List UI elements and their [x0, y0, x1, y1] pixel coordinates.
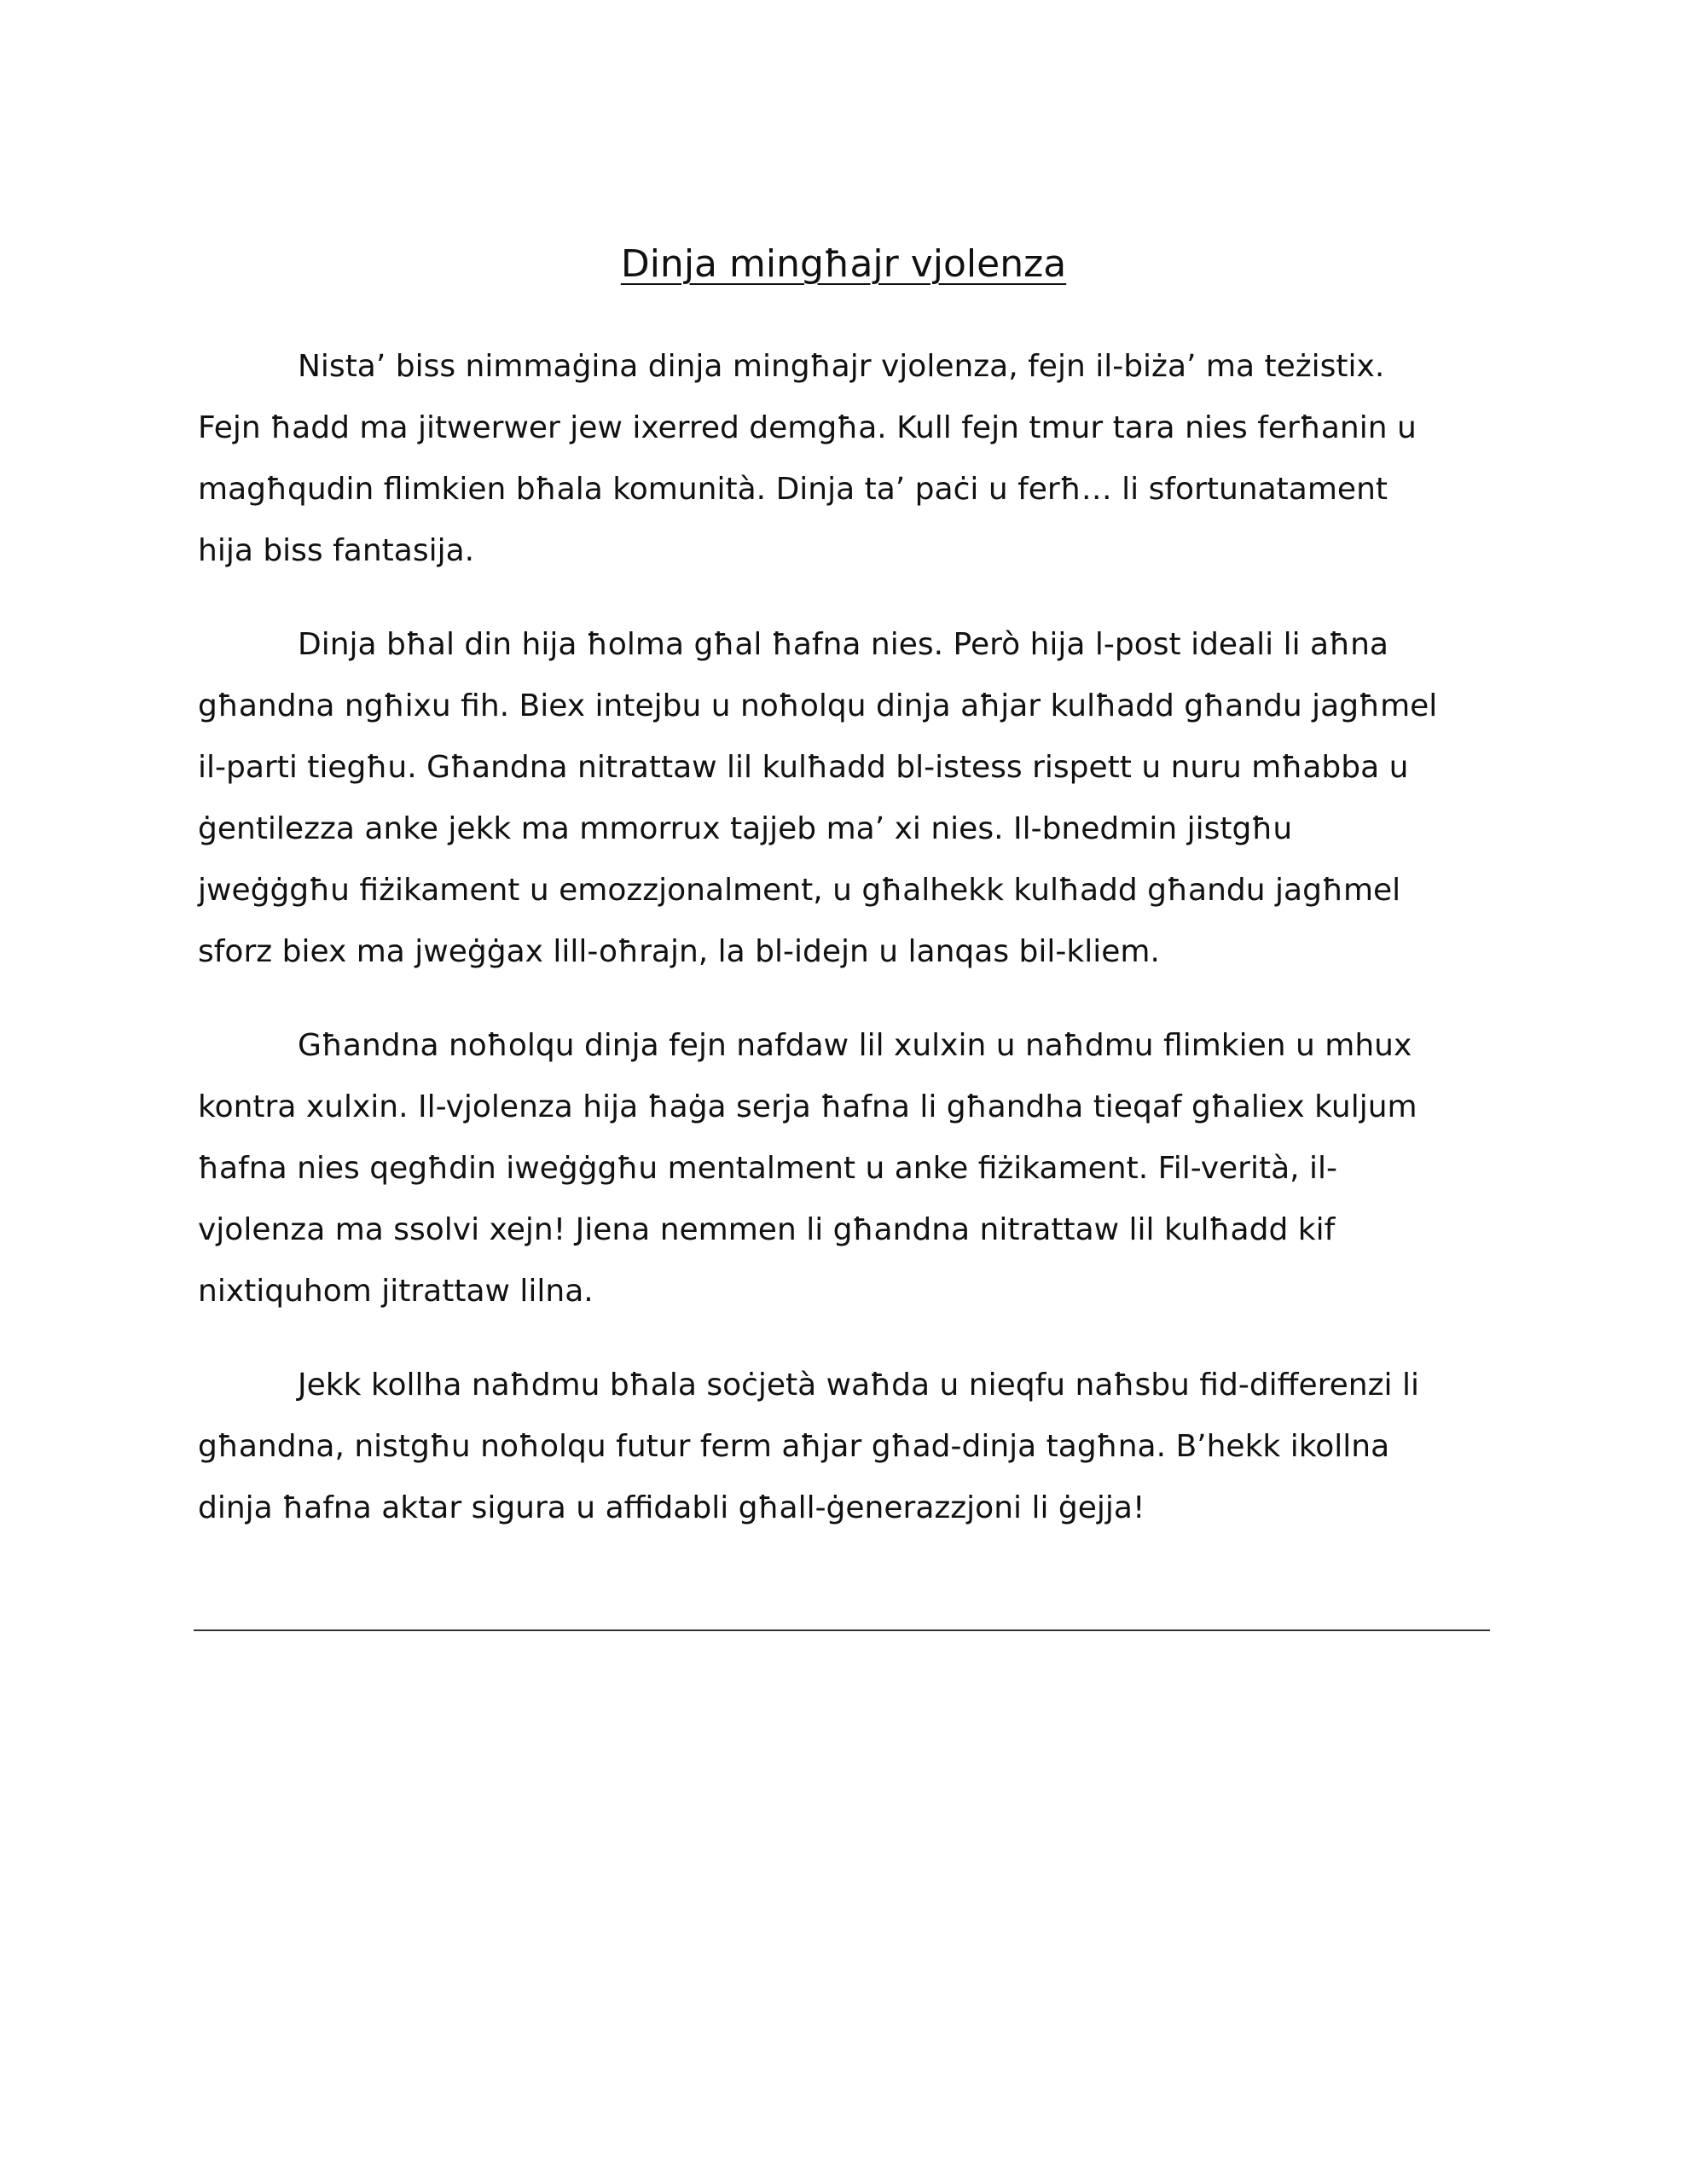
document-title: Dinja mingħajr vjolenza [620, 242, 1067, 286]
paragraph-3: Għandna noħolqu dinja fejn nafdaw lil xulxin u naħdmu flimkien u mhux kontra xulxin. Il-vjolenza hija ħaġa serja ħafna li għandha tieqaf għaliex kuljum ħafna nies qegħdin iweġġgħu mentalment u anke fiżikament. Fil-verità, il-vjolenza ma ssolvi xejn! Jiena nemmen li għandna nitrattaw lil kulħadd kif nixtiquhom jitrattaw lilna. [198, 1028, 1417, 1309]
paragraph-2: Dinja bħal din hija ħolma għal ħafna nies. Però hija l-post ideali li aħna għandna ngħixu fih. Biex intejbu u noħolqu dinja aħjar kulħadd għandu jagħmel il-parti tiegħu. Għandna nitrattaw lil kulħadd bl-istess rispett u nuru mħabba u ġentilezza anke jekk ma mmorrux tajjeb ma’ xi nies. Il-bnedmin jistgħu jweġġgħu fiżikament u emozzjonalment, u għalhekk kulħadd għandu jagħmel sforz biex ma jweġġax lill-oħrajn, la bl-idejn u lanqas bil-kliem. [198, 627, 1438, 969]
horizontal-divider [194, 1629, 1490, 1631]
document-body [198, 336, 1452, 1571]
paragraph-4: Jekk kollha naħdmu bħala soċjetà waħda u nieqfu naħsbu fid-differenzi li għandna, nistgħu noħolqu futur ferm aħjar għad-dinja tagħna. B’hekk ikollna dinja ħafna aktar sigura u affidabli għall-ġenerazzjoni li ġejja! [198, 1368, 1419, 1525]
paragraph-1: Nista’ biss nimmaġina dinja mingħajr vjolenza, fejn il-biża’ ma teżistix. Fejn ħadd ma jitwerwer jew ixerred demgħa. Kull fejn tmur tara nies ferħanin u magħqudin flimkien bħala komunità. Dinja ta’ paċi u ferħ… li sfortunatament hija biss fantasija. [198, 349, 1417, 568]
